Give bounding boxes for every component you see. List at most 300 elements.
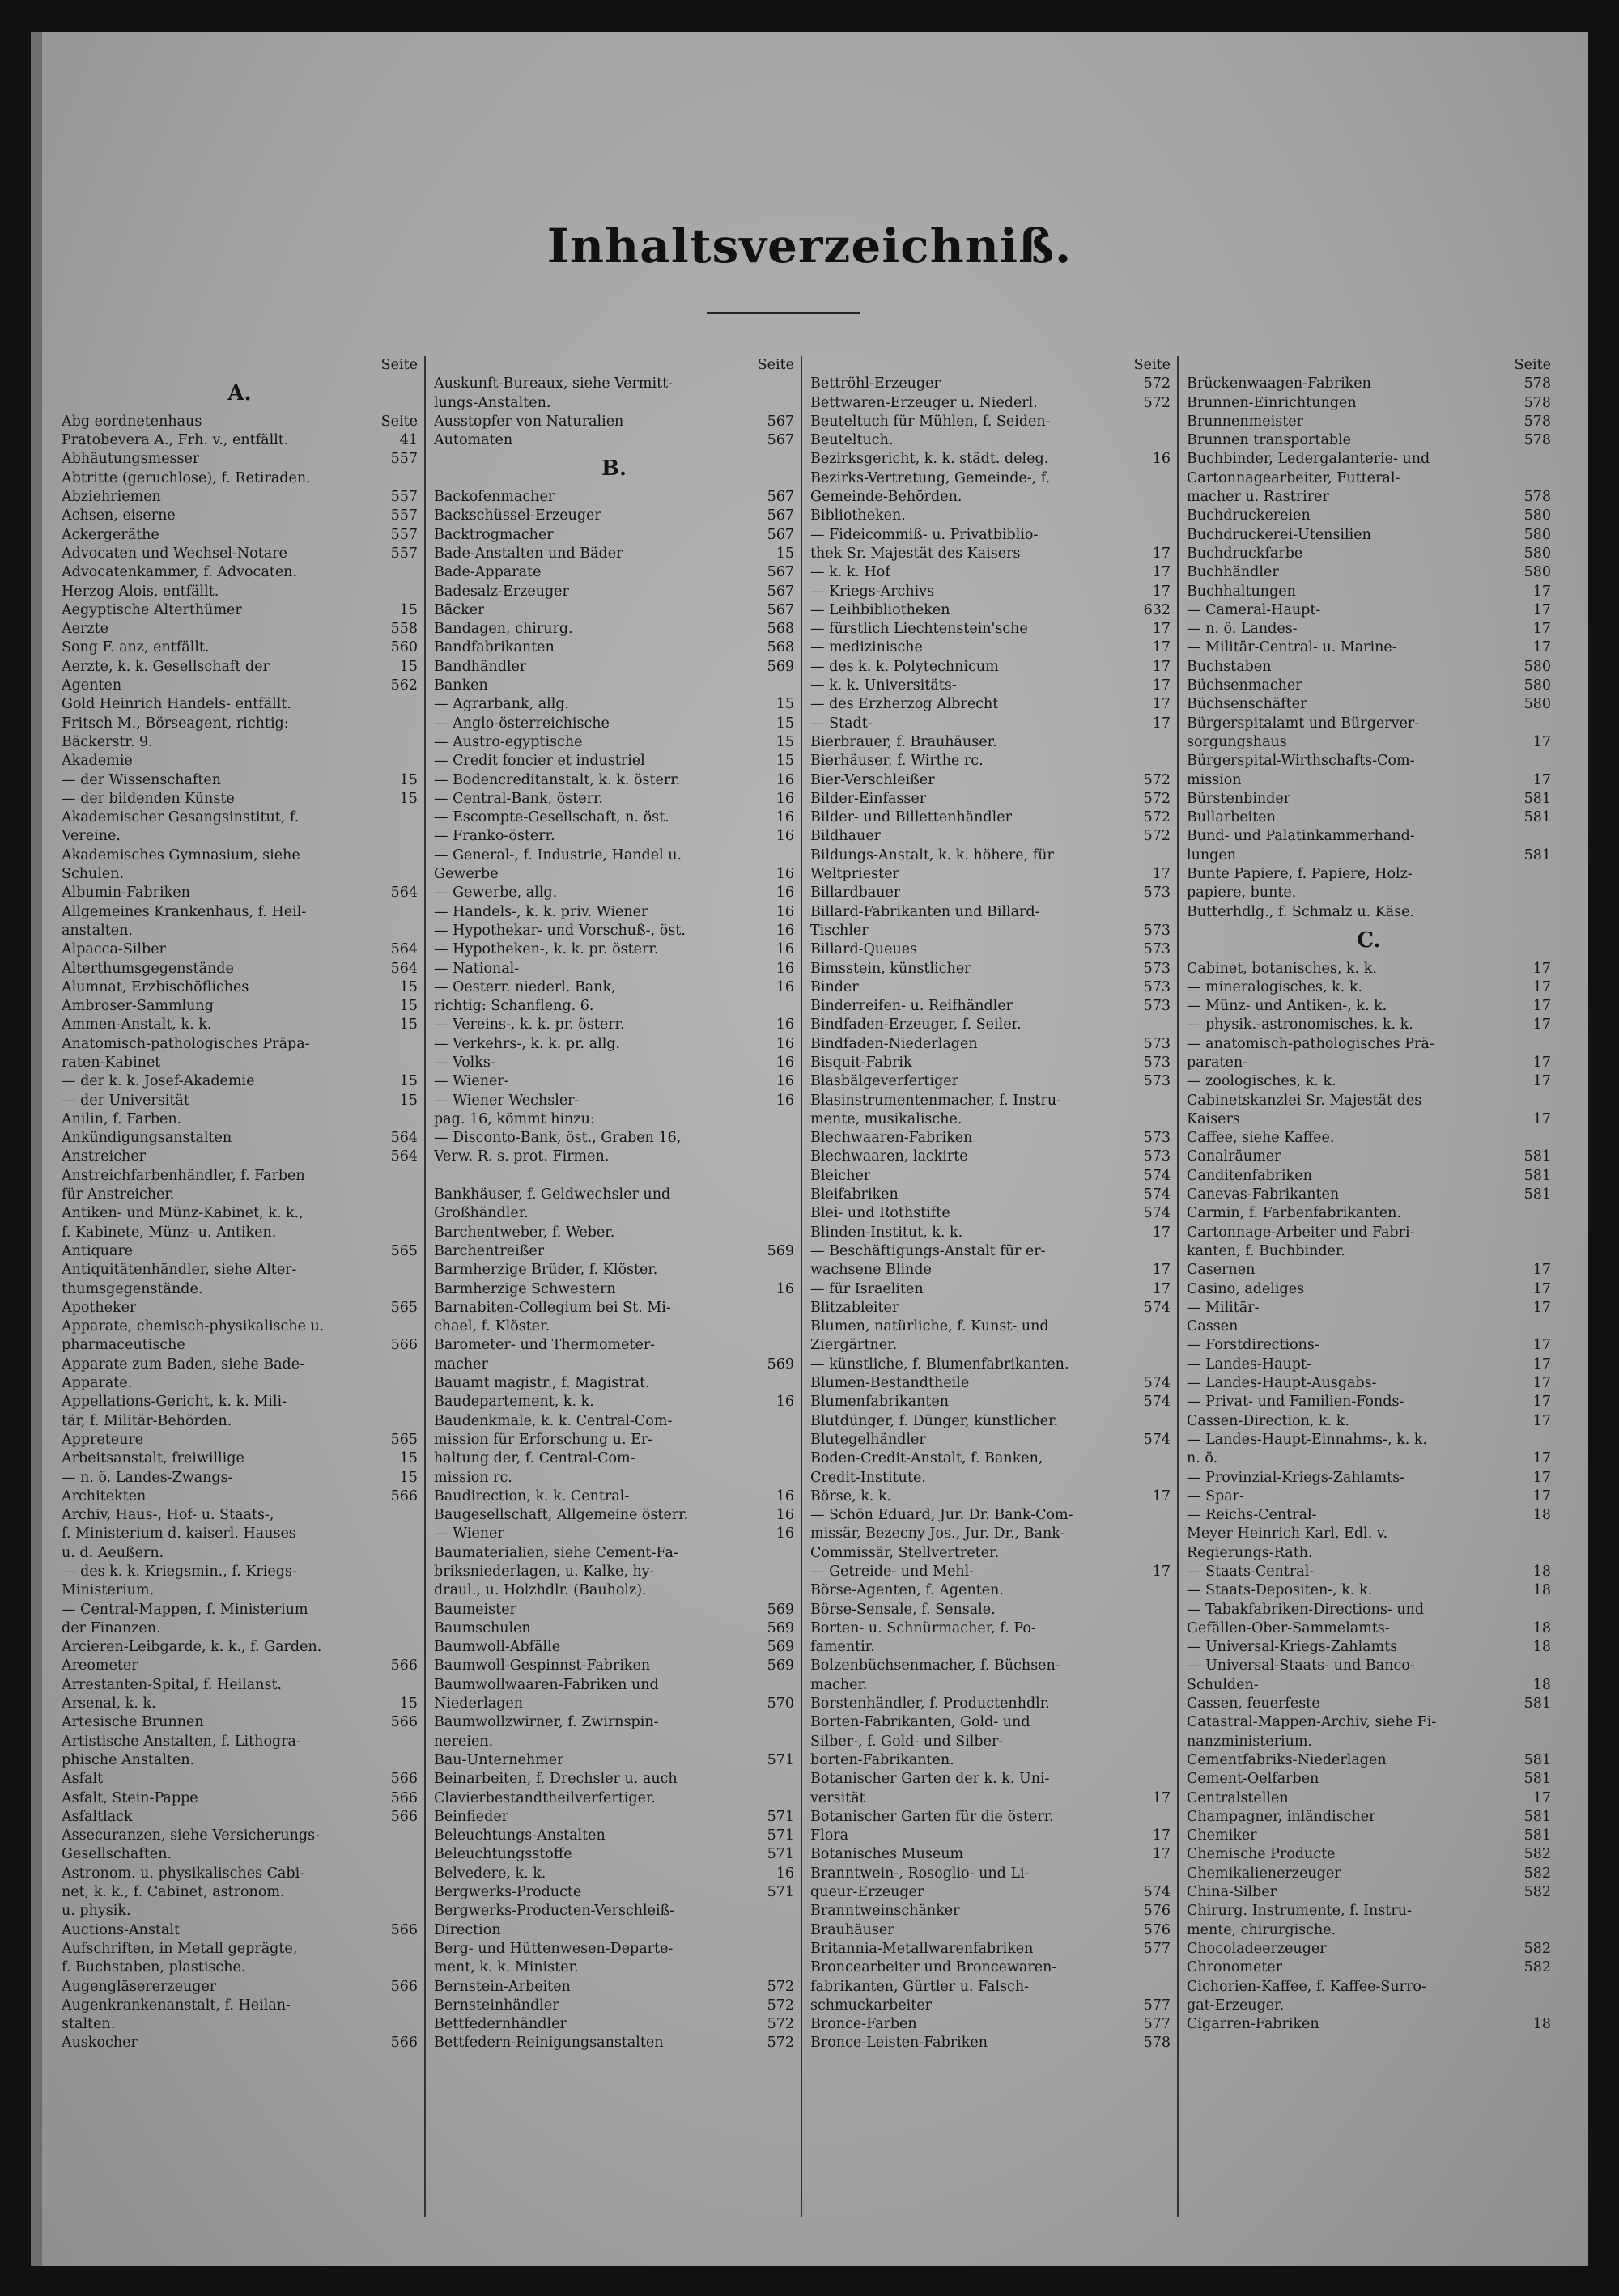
index-entry — [1187, 1789, 1551, 1808]
entry-title: — Staats-Depositen-, k. k. — [1187, 1582, 1373, 1599]
entry-title: Fritsch M., Börseagent, richtig: — [62, 715, 289, 732]
index-entry — [1187, 1506, 1551, 1525]
entry-title: — Wiener Wechsler- — [434, 1092, 580, 1109]
entry-page-number: 17 — [1152, 696, 1171, 713]
index-entry — [1187, 847, 1551, 865]
entry-title: — Getreide- und Mehl- — [810, 1564, 975, 1580]
index-entry — [62, 601, 418, 620]
entry-title: — Central-Bank, österr. — [434, 790, 603, 807]
entry-page-number — [789, 1921, 794, 1940]
entry-title: Chronometer — [1187, 1959, 1283, 1976]
entry-page-number — [789, 1224, 794, 1242]
index-entry — [62, 1845, 418, 1864]
index-entry — [810, 1356, 1171, 1374]
entry-title: Augenkrankenanstalt, f. Heilan- — [62, 1997, 291, 2014]
entry-page-number — [789, 375, 794, 393]
entry-page-number — [1166, 1469, 1171, 1488]
entry-page-number — [789, 1167, 794, 1186]
entry-title: Billard-Queues — [810, 941, 918, 958]
entry-title: Chemiker — [1187, 1827, 1257, 1844]
entry-title: — Landes-Haupt-Ausgabs- — [1187, 1375, 1377, 1392]
index-entry — [434, 1978, 794, 1997]
entry-page-number — [413, 752, 418, 770]
entry-page-number: 15 — [399, 998, 418, 1015]
entry-title: Brunnen transportable — [1187, 432, 1352, 449]
entry-page-number: 566 — [390, 1337, 418, 1354]
index-entry — [810, 1789, 1171, 1808]
entry-title: Badesalz-Erzeuger — [434, 583, 569, 600]
index-entry — [810, 1431, 1171, 1449]
entry-title: thek Sr. Majestät des Kaisers — [810, 545, 1021, 562]
entry-page-number: 15 — [399, 601, 418, 618]
entry-title: Boden-Credit-Anstalt, f. Banken, — [810, 1450, 1043, 1467]
index-entry — [62, 1186, 418, 1204]
index-entry — [1187, 1940, 1551, 1959]
title-rule — [707, 312, 860, 314]
entry-title: Baumwoll-Gespinnst-Fabriken — [434, 1657, 651, 1674]
entry-page-number: 569 — [767, 1639, 794, 1656]
entry-page-number — [1546, 1318, 1551, 1336]
index-entry — [434, 1431, 794, 1449]
index-entry — [810, 847, 1171, 865]
entry-title: Areometer — [62, 1657, 138, 1674]
entry-page-number — [1546, 865, 1551, 884]
entry-page-number: 580 — [1523, 658, 1551, 675]
entry-title: Catastral-Mappen-Archiv, siehe Fi- — [1187, 1714, 1437, 1731]
index-entry — [62, 488, 418, 507]
entry-page-number: 571 — [767, 1827, 794, 1844]
entry-page-number: 577 — [1143, 1997, 1171, 2014]
entry-page-number: 581 — [1523, 1186, 1551, 1203]
entry-page-number — [413, 1827, 418, 1845]
entry-page-number — [413, 1374, 418, 1393]
entry-title: Arsenal, k. k. — [62, 1695, 156, 1712]
entry-page-number: 574 — [1143, 1186, 1171, 1203]
entry-page-number: 578 — [1523, 432, 1551, 449]
index-entry — [810, 1129, 1171, 1148]
index-entry — [810, 1336, 1171, 1355]
entry-title: Allgemeines Krankenhaus, f. Heil- — [62, 903, 307, 920]
index-entry — [1187, 715, 1551, 733]
index-entry — [434, 1224, 794, 1242]
index-entry — [62, 450, 418, 469]
index-entry — [434, 1336, 794, 1355]
index-entry — [1187, 884, 1551, 902]
entry-title: Beuteltuch. — [810, 432, 894, 449]
index-entry — [434, 1261, 794, 1280]
index-entry — [810, 507, 1171, 525]
page-column-header: Seite — [757, 357, 794, 373]
index-entry — [1187, 1224, 1551, 1242]
entry-page-number — [1166, 1619, 1171, 1638]
entry-page-number: 17 — [1532, 978, 1551, 995]
entry-page-number — [1166, 1449, 1171, 1468]
entry-page-number: 564 — [390, 885, 418, 902]
entry-title: Bäckerstr. 9. — [62, 733, 153, 750]
entry-title: Bronce-Farben — [810, 2016, 917, 2033]
entry-title: Aegyptische Alterthümer — [62, 601, 242, 618]
entry-page-number: 15 — [776, 545, 794, 562]
entry-page-number — [1166, 1601, 1171, 1619]
entry-page-number: 17 — [1152, 1488, 1171, 1504]
page-column-header: Seite — [1133, 357, 1171, 373]
index-entry — [810, 771, 1171, 790]
index-entry — [810, 1676, 1171, 1695]
entry-title: Cabinet, botanisches, k. k. — [1187, 960, 1377, 977]
entry-page-number: 18 — [1532, 1676, 1551, 1693]
entry-title: Arrestanten-Spital, f. Heilanst. — [62, 1676, 283, 1693]
entry-page-number: 16 — [776, 866, 794, 883]
entry-title: Gewerbe — [434, 866, 499, 883]
entry-title: f. Kabinete, Münz- u. Antiken. — [62, 1224, 277, 1241]
index-entry — [810, 960, 1171, 978]
entry-page-number: 572 — [767, 2016, 794, 2033]
entry-title: mente, musikalische. — [810, 1110, 962, 1127]
index-entry — [1187, 677, 1551, 695]
index-entry — [810, 1449, 1171, 1468]
entry-title: — Credit foncier et industriel — [434, 753, 645, 770]
entry-title: — Wiener- — [434, 1073, 509, 1090]
entry-page-number: 581 — [1523, 790, 1551, 807]
index-entry — [1187, 1449, 1551, 1468]
index-entry — [62, 1129, 418, 1148]
index-entry — [62, 847, 418, 865]
entry-page-number: 17 — [1532, 733, 1551, 750]
entry-page-number: 17 — [1532, 583, 1551, 600]
entry-page-number: 15 — [399, 1695, 418, 1712]
entry-title: Blitzableiter — [810, 1299, 899, 1316]
entry-title: Börse-Agenten, f. Agenten. — [810, 1582, 1004, 1599]
entry-title: — Kriegs-Archivs — [810, 583, 935, 600]
index-entry — [62, 677, 418, 695]
index-entry — [1187, 1167, 1551, 1186]
section-letter: B. — [601, 456, 627, 482]
entry-page-number — [789, 1299, 794, 1318]
index-entry — [62, 469, 418, 488]
index-entry — [810, 1733, 1171, 1751]
entry-title: Chocoladeerzeuger — [1187, 1940, 1327, 1957]
entry-title: Blasbälgeverfertiger — [810, 1073, 959, 1090]
entry-title: Branntweinschänker — [810, 1903, 960, 1920]
index-entry — [810, 601, 1171, 620]
entry-page-number: 15 — [399, 771, 418, 788]
entry-title: Anstreicher — [62, 1148, 147, 1165]
index-entry — [434, 1544, 794, 1563]
index-entry — [434, 1997, 794, 2015]
entry-title: Banken — [434, 677, 488, 694]
entry-page-number: 577 — [1143, 1940, 1171, 1957]
entry-title: Advocatenkammer, f. Advocaten. — [62, 564, 298, 581]
index-entry — [62, 940, 418, 959]
entry-page-number: 581 — [1523, 847, 1551, 864]
entry-title: Canevas-Fabrikanten — [1187, 1186, 1340, 1203]
entry-page-number: 16 — [776, 1016, 794, 1033]
index-entry — [434, 771, 794, 790]
entry-title: Ausstopfer von Naturalien — [434, 413, 624, 430]
entry-title: Asfalt — [62, 1771, 104, 1788]
index-entry — [1187, 808, 1551, 827]
entry-page-number: 567 — [767, 526, 794, 543]
entry-page-number — [413, 1563, 418, 1581]
entry-title: — Oesterr. niederl. Bank, — [434, 978, 616, 995]
entry-title: China-Silber — [1187, 1884, 1277, 1901]
index-entry — [62, 1261, 418, 1280]
entry-title: — Beschäftigungs-Anstalt für er- — [810, 1242, 1046, 1259]
entry-page-number — [1166, 1770, 1171, 1789]
entry-page-number — [413, 1261, 418, 1280]
index-entry — [434, 752, 794, 770]
entry-page-number — [789, 677, 794, 695]
index-entry — [434, 375, 794, 393]
index-entry — [1187, 790, 1551, 808]
entry-page-number: 567 — [767, 432, 794, 449]
entry-page-number: 17 — [1532, 1394, 1551, 1411]
entry-title: Bürstenbinder — [1187, 790, 1291, 807]
index-entry — [434, 997, 794, 1016]
entry-page-number: 17 — [1532, 1054, 1551, 1071]
index-entry — [62, 1167, 418, 1186]
index-entry — [1187, 1525, 1551, 1543]
entry-title: Britannia-Metallwarenfabriken — [810, 1940, 1034, 1957]
index-entry — [62, 1110, 418, 1129]
entry-page-number — [789, 1186, 794, 1204]
entry-title: Bettwaren-Erzeuger u. Niederl. — [810, 394, 1038, 411]
index-entry — [62, 1581, 418, 1600]
entry-page-number: 15 — [399, 1450, 418, 1467]
entry-title: Börse-Sensale, f. Sensale. — [810, 1601, 996, 1618]
index-entry — [62, 507, 418, 525]
entry-page-number: 560 — [390, 639, 418, 656]
entry-page-number — [413, 1054, 418, 1072]
entry-title: Bibliotheken. — [810, 507, 906, 524]
entry-page-number: 564 — [390, 1148, 418, 1165]
entry-title: Borten-Fabrikanten, Gold- und — [810, 1714, 1030, 1731]
entry-page-number — [1166, 1336, 1171, 1355]
index-entry — [434, 413, 794, 431]
index-entry — [434, 865, 794, 884]
entry-title: Backschüssel-Erzeuger — [434, 507, 601, 524]
entry-page-number: 566 — [390, 1771, 418, 1788]
entry-page-number: 566 — [390, 2035, 418, 2052]
entry-page-number: 582 — [1523, 1940, 1551, 1957]
entry-page-number — [789, 1902, 794, 1920]
entry-page-number — [789, 1336, 794, 1355]
entry-page-number: 16 — [1152, 451, 1171, 468]
entry-page-number — [1546, 1204, 1551, 1223]
index-entry — [810, 1619, 1171, 1638]
entry-title: Beleuchtungsstoffe — [434, 1846, 572, 1863]
entry-page-number — [1546, 1092, 1551, 1110]
entry-title: Gefällen-Ober-Sammelamts- — [1187, 1619, 1390, 1636]
entry-title: Appreteure — [62, 1431, 144, 1448]
entry-page-number — [1546, 1657, 1551, 1675]
entry-page-number — [1166, 1695, 1171, 1713]
index-entry — [62, 1808, 418, 1827]
entry-page-number — [1166, 469, 1171, 488]
entry-page-number: 17 — [1532, 1073, 1551, 1090]
entry-page-number: 578 — [1523, 376, 1551, 393]
entry-title: — künstliche, f. Blumenfabrikanten. — [810, 1356, 1069, 1373]
entry-title: pag. 16, kömmt hinzu: — [434, 1110, 595, 1127]
index-entry — [1187, 1110, 1551, 1129]
index-entry — [810, 1110, 1171, 1129]
index-entry — [810, 1299, 1171, 1318]
entry-page-number: 582 — [1523, 1959, 1551, 1976]
entry-title: — Universal-Staats- und Banco- — [1187, 1657, 1415, 1674]
entry-title: Bettfedernhändler — [434, 2016, 567, 2033]
index-entry — [434, 507, 794, 525]
index-entry — [810, 1224, 1171, 1242]
entry-title: — k. k. Universitäts- — [810, 677, 957, 694]
entry-page-number: 17 — [1532, 1469, 1551, 1486]
entry-title: Bimsstein, künstlicher — [810, 960, 971, 977]
entry-title: u. physik. — [62, 1903, 131, 1920]
entry-page-number: 17 — [1152, 583, 1171, 600]
entry-page-number: 16 — [776, 1394, 794, 1411]
entry-title: Baumwollzwirner, f. Zwirnspin- — [434, 1714, 659, 1731]
index-entry — [62, 1054, 418, 1072]
entry-page-number — [1166, 1581, 1171, 1600]
index-entry — [434, 1412, 794, 1431]
index-entry — [810, 583, 1171, 601]
entry-title: missär, Bezecny Jos., Jur. Dr., Bank- — [810, 1526, 1065, 1543]
entry-title: mission — [1187, 771, 1242, 788]
index-entry — [810, 1186, 1171, 1204]
entry-page-number: 571 — [767, 1884, 794, 1901]
entry-title: Buchdruckerei-Utensilien — [1187, 526, 1371, 543]
index-entry — [62, 1883, 418, 1902]
entry-title: Aerzte — [62, 621, 108, 638]
entry-title: versität — [810, 1789, 865, 1806]
entry-title: mission rc. — [434, 1469, 512, 1486]
entry-title: Beuteltuch für Mühlen, f. Seiden- — [810, 413, 1051, 430]
entry-page-number — [1166, 1733, 1171, 1751]
index-entry — [810, 922, 1171, 940]
entry-page-number: 17 — [1152, 545, 1171, 562]
entry-page-number: 16 — [776, 1092, 794, 1109]
entry-page-number: 582 — [1523, 1846, 1551, 1863]
entry-page-number — [789, 1449, 794, 1468]
entry-title: — n. ö. Landes-Zwangs- — [62, 1469, 233, 1486]
entry-title: — Agrarbank, allg. — [434, 696, 570, 713]
entry-page-number: 581 — [1523, 1695, 1551, 1712]
entry-page-number — [1546, 715, 1551, 733]
entry-page-number: 571 — [767, 1846, 794, 1863]
index-entry — [434, 1808, 794, 1827]
index-entry — [810, 431, 1171, 450]
entry-page-number — [413, 583, 418, 601]
index-entry — [434, 1242, 794, 1261]
index-entry — [62, 865, 418, 884]
entry-title: — National- — [434, 960, 520, 977]
index-entry — [434, 620, 794, 639]
index-entry — [1187, 997, 1551, 1016]
entry-title: Buchdruckfarbe — [1187, 545, 1303, 562]
index-entry — [810, 1167, 1171, 1186]
index-entry — [62, 1412, 418, 1431]
index-entry — [62, 827, 418, 846]
entry-page-number: 581 — [1523, 1167, 1551, 1184]
index-entry — [62, 1601, 418, 1619]
entry-page-number: 15 — [399, 1469, 418, 1486]
index-entry — [810, 1412, 1171, 1431]
entry-title: lungs-Anstalten. — [434, 394, 551, 411]
entry-title: Astronom. u. physikalisches Cabi- — [62, 1865, 305, 1882]
index-entry — [1187, 978, 1551, 997]
index-entry — [810, 450, 1171, 469]
entry-title: Commissär, Stellvertreter. — [810, 1544, 1000, 1561]
index-entry — [62, 1488, 418, 1506]
entry-title: Augengläsererzeuger — [62, 1978, 217, 1995]
index-entry — [434, 1638, 794, 1657]
index-entry — [810, 1978, 1171, 1997]
entry-page-number: 569 — [767, 1601, 794, 1618]
entry-page-number: 566 — [390, 1978, 418, 1995]
entry-title: Antiquare — [62, 1242, 134, 1259]
index-entry — [434, 2015, 794, 2034]
index-entry — [434, 1167, 794, 1186]
index-entry — [1187, 1016, 1551, 1034]
index-entry — [1187, 1997, 1551, 2015]
index-entry — [434, 2034, 794, 2052]
entry-page-number: 557 — [390, 545, 418, 562]
index-entry — [1187, 526, 1551, 545]
entry-title: — Schön Eduard, Jur. Dr. Bank-Com- — [810, 1507, 1073, 1524]
entry-title: Agenten — [62, 677, 122, 694]
entry-page-number: 574 — [1143, 1167, 1171, 1184]
entry-title: Brauhäuser — [810, 1921, 894, 1938]
entry-title: Bauamt magistr., f. Magistrat. — [434, 1375, 650, 1392]
entry-title: Borten- u. Schnürmacher, f. Po- — [810, 1619, 1036, 1636]
entry-title: — Reichs-Central- — [1187, 1507, 1317, 1524]
entry-page-number: Seite — [380, 413, 418, 430]
entry-page-number: 573 — [1143, 960, 1171, 977]
entry-title: Baumaterialien, siehe Cement-Fa- — [434, 1544, 678, 1561]
index-entry — [1187, 375, 1551, 393]
entry-page-number: 566 — [390, 1921, 418, 1938]
entry-page-number — [789, 1204, 794, 1223]
entry-page-number: 565 — [390, 1431, 418, 1448]
index-entry — [434, 1940, 794, 1959]
index-entry — [62, 715, 418, 733]
entry-title: Abziehriemen — [62, 489, 161, 506]
entry-title: — Cameral-Haupt- — [1187, 601, 1321, 618]
entry-title: Bund- und Palatinkammerhand- — [1187, 828, 1415, 845]
entry-page-number: 572 — [1143, 790, 1171, 807]
index-entry — [810, 563, 1171, 582]
index-entry — [62, 922, 418, 940]
index-entry — [434, 940, 794, 959]
index-entry — [434, 394, 794, 413]
entry-title: — Anglo-österreichische — [434, 715, 610, 732]
entry-page-number — [789, 847, 794, 865]
index-entry — [810, 1751, 1171, 1770]
entry-page-number: 573 — [1143, 1073, 1171, 1090]
entry-title: Song F. anz, entfällt. — [62, 639, 210, 656]
entry-title: Bleifabriken — [810, 1186, 899, 1203]
index-entry — [810, 1506, 1171, 1525]
index-entry — [434, 1449, 794, 1468]
entry-title: Tischler — [810, 922, 869, 939]
entry-page-number — [1546, 1224, 1551, 1242]
entry-page-number: 17 — [1532, 1262, 1551, 1279]
entry-page-number: 582 — [1523, 1884, 1551, 1901]
entry-page-number: 16 — [776, 885, 794, 902]
entry-page-number — [1166, 1016, 1171, 1034]
entry-title: Blasinstrumentenmacher, f. Instru- — [810, 1092, 1062, 1109]
entry-page-number: 567 — [767, 583, 794, 600]
entry-page-number: 17 — [1532, 1016, 1551, 1033]
